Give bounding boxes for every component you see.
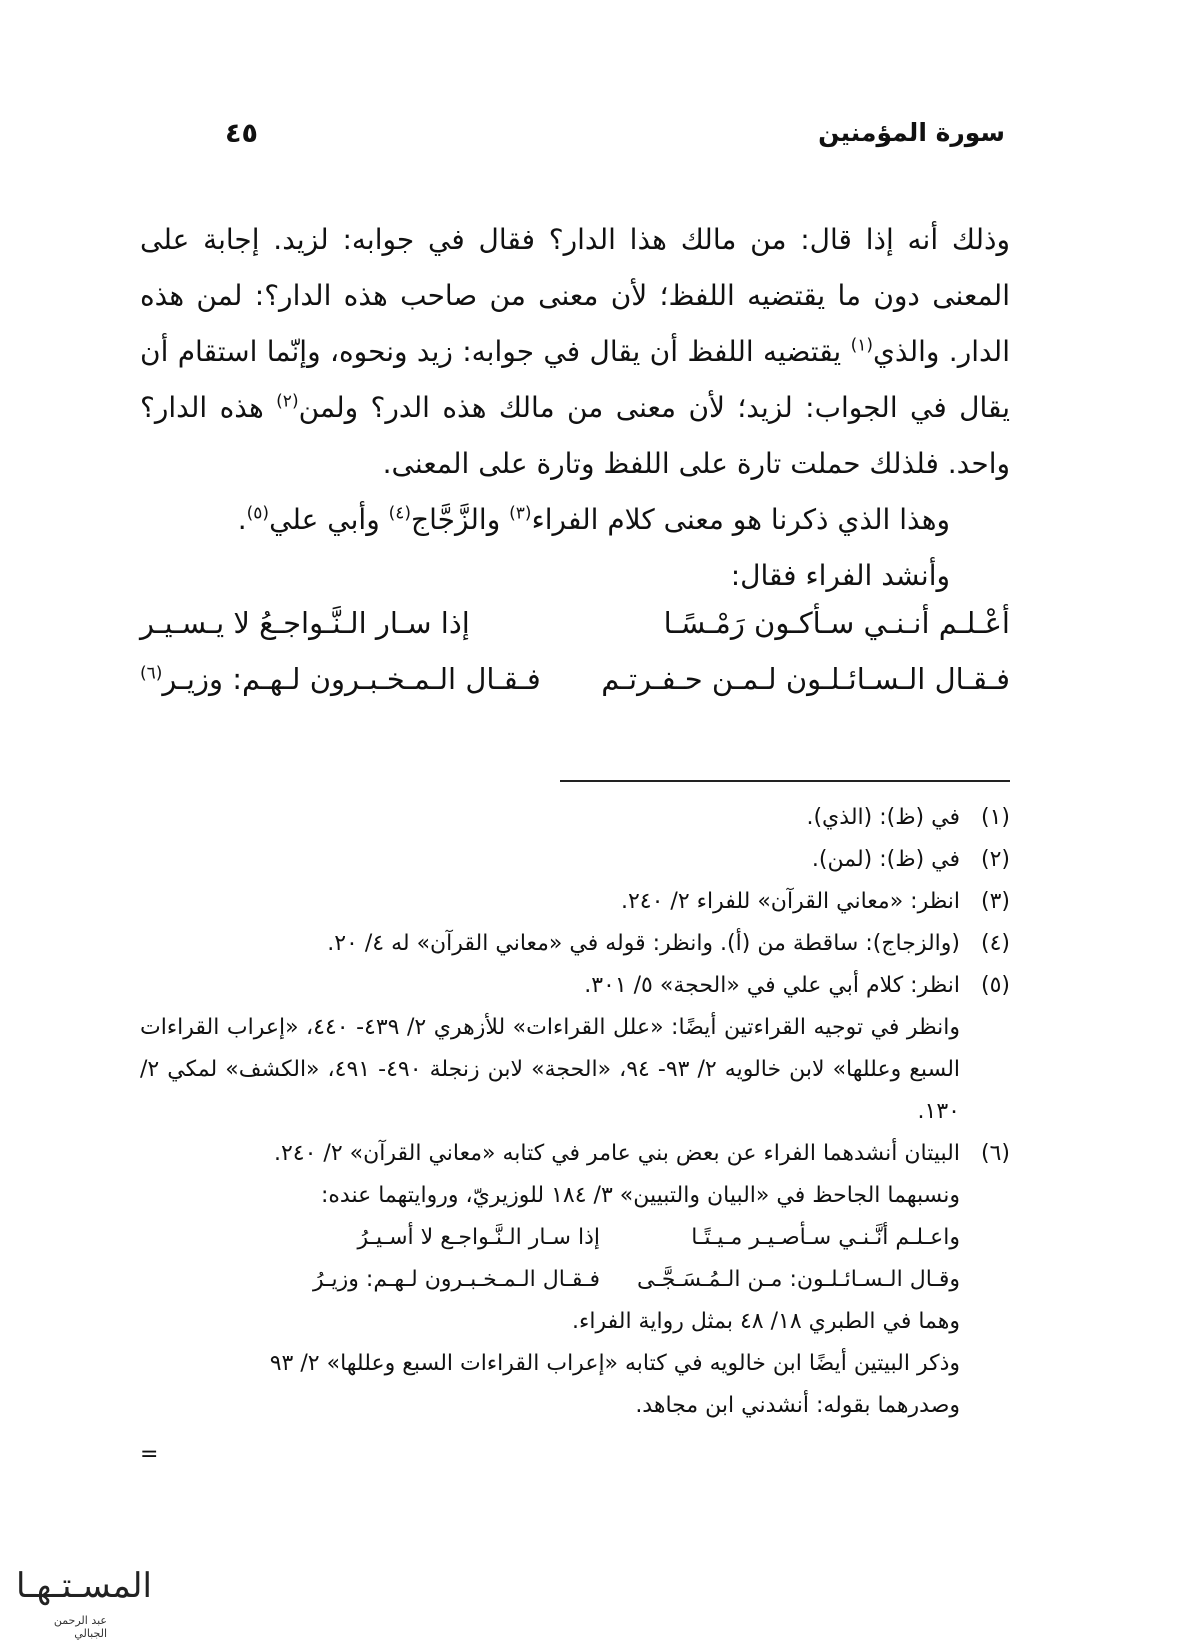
footnote-6-line-2: ونسبهما الجاحظ في «البيان والتبيين» ٣/ ١٨٤ للوزيريّ، وروايتهما عنده: [320, 1183, 960, 1208]
main-text [140, 212, 1010, 604]
footnote-6 [140, 1133, 1010, 1427]
paragraph-1-part-c: هذه الدار؟ واحد. فلذلك حملت تارة على اللفظ وتارة على المعنى. [140, 391, 1010, 480]
paragraph-2 [140, 492, 1010, 548]
paragraph-1-part-b: يقتضيه اللفظ أن يقال في جوابه: زيد ونحوه، وإنّما استقام أن يقال في الجواب: لزيد؛ لأن معنى من مالك هذه الدر؟ ولمن [140, 335, 1010, 424]
verse-line-1 [140, 606, 1010, 662]
paragraph-2-part-d: . [237, 503, 247, 536]
footnote-6-line-3: وهما في الطبري ١٨/ ٤٨ بمثل رواية الفراء. [572, 1309, 960, 1334]
footnote-3 [140, 881, 1010, 923]
footnote-ref-6: (٦) [140, 663, 163, 684]
footnote-6-line-1: البيتان أنشدهما الفراء عن بعض بني عامر في كتابه «معاني القرآن» ٢/ ٢٤٠. [273, 1141, 960, 1166]
verse-line-2 [140, 662, 1010, 718]
verse-1-second-hemistich: إذا سـار الـنَّـواجـعُ لا يـسـيـر [140, 606, 470, 640]
footnote-5-line-1: انظر: كلام أبي علي في «الحجة» ٥/ ٣٠١. [584, 973, 960, 998]
verse-2-first-hemistich: فـقـال الـسـائـلـون لـمـن حـفـرتـم [601, 662, 1010, 696]
footnote-6-line-5: وصدرهما بقوله: أنشدني ابن مجاهد. [635, 1393, 960, 1418]
footnote-3-number: (٣) [980, 889, 1010, 914]
footnote-2 [140, 839, 1010, 881]
logo-caption: عبد الرحمن الجبالي [53, 1614, 107, 1640]
footnote-ref-1: (١) [850, 335, 873, 356]
footnote-6-line-4: وذكر البيتين أيضًا ابن خالويه في كتابه «إعراب القراءات السبع وعللها» ٢/ ٩٣ [269, 1351, 960, 1376]
footnotes [140, 797, 1010, 1427]
footnote-separator [560, 780, 1010, 782]
paragraph-2-part-b: والزَّجَّاج [411, 503, 510, 536]
logo-calligraphy: المسـتـهـا [16, 1566, 152, 1606]
footnote-4-number: (٤) [980, 931, 1010, 956]
footnote-6-verse-1 [140, 1217, 960, 1259]
verse-2-second-text: فـقـال الـمـخـبـرون لـهـم: وزيـر [162, 662, 541, 696]
surah-title: سورة المؤمنين [818, 118, 1005, 147]
paragraph-1 [140, 212, 1010, 492]
footnote-4-text: (والزجاج): ساقطة من (أ). وانظر: قوله في «معاني القرآن» له ٤/ ٢٠. [327, 931, 960, 956]
verse-2-second-hemistich [140, 662, 541, 696]
footnote-6-verse-1-first: واعـلـم أنَّـنـي سـأصـيـر مـيـتًـا [691, 1225, 960, 1250]
page-number: ٤٥ [225, 118, 258, 149]
footnote-ref-2: (٢) [276, 391, 299, 412]
footnote-6-verse-2-second: فـقـال الـمـخـبـرون لـهـم: وزيـرُ [312, 1267, 600, 1292]
footnote-5 [140, 965, 1010, 1133]
continuation-mark: = [140, 1442, 159, 1467]
footnote-3-text: انظر: «معاني القرآن» للفراء ٢/ ٢٤٠. [620, 889, 960, 914]
verse-1-first-hemistich: أعْـلـم أنـنـي سـأكـون رَمْـسًـا [663, 606, 1010, 640]
footnote-ref-5: (٥) [246, 503, 270, 524]
footnote-2-number: (٢) [980, 847, 1010, 872]
footnote-ref-3: (٣) [509, 503, 532, 524]
footnote-1-number: (١) [980, 805, 1010, 830]
publisher-logo [12, 1566, 152, 1640]
paragraph-2-part-a: وهذا الذي ذكرنا هو معنى كلام الفراء [531, 503, 950, 536]
footnote-6-verse-2 [140, 1259, 960, 1301]
footnote-6-number: (٦) [980, 1141, 1010, 1166]
footnote-6-verse-1-second: إذا سـار الـنَّـواجـع لا أسـيـرُ [357, 1225, 600, 1250]
footnote-5-line-2: وانظر في توجيه القراءتين أيضًا: «علل القراءات» للأزهري ٢/ ٤٣٩- ٤٤٠، «إعراب القراءات السبع وعللها» لابن خالويه ٢/ ٩٣- ٩٤، «الحجة» لابن زنجلة ٤٩٠- ٤٩١، «الكشف» لمكي ٢/ ١٣٠. [140, 1015, 961, 1124]
paragraph-3: وأنشد الفراء فقال: [730, 559, 950, 592]
footnote-6-verse-2-first: وقـال الـسـائـلـون: مـن الـمُـسَـجَّـى [637, 1267, 960, 1292]
footnote-1-text: في (ظ): (الذي). [806, 805, 960, 830]
footnote-ref-4: (٤) [388, 503, 412, 524]
footnote-4 [140, 923, 1010, 965]
footnote-2-text: في (ظ): (لمن). [811, 847, 960, 872]
paragraph-1-part-a: وذلك أنه إذا قال: من مالك هذا الدار؟ فقال في جوابه: لزيد. إجابة على المعنى دون ما يقتضيه اللفظ؛ لأن معنى من صاحب هذه الدار؟: لمن هذه الدار. والذي [140, 223, 1010, 368]
page-header [225, 118, 1005, 162]
paragraph-2-part-c: وأبي علي [269, 503, 389, 536]
footnote-5-number: (٥) [980, 973, 1010, 998]
footnote-1 [140, 797, 1010, 839]
